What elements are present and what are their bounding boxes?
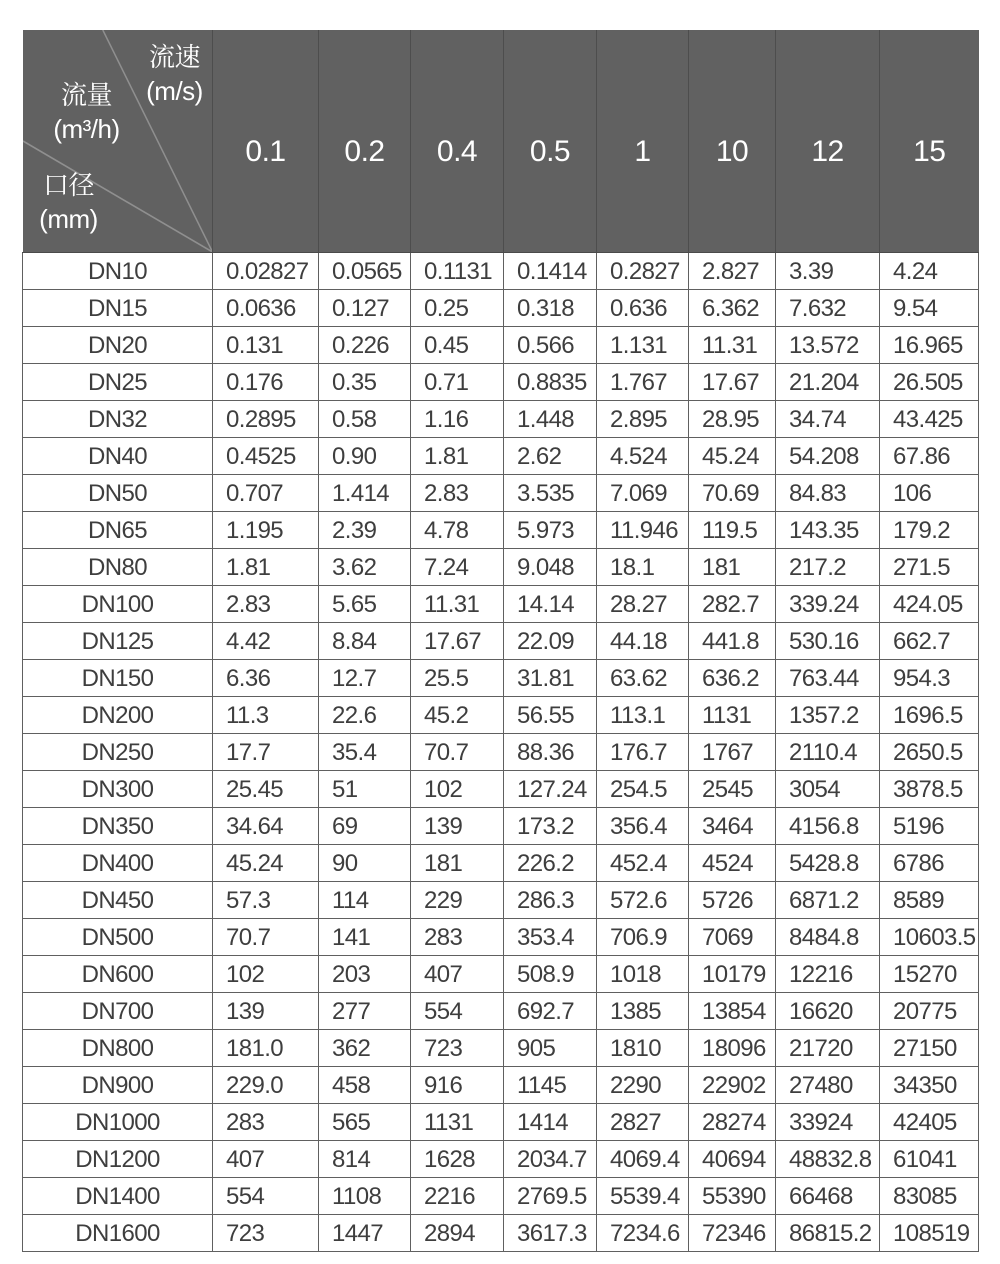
flow-value-cell: 0.1414	[504, 253, 597, 290]
table-body	[23, 253, 979, 1252]
flow-value-cell: 0.127	[319, 290, 411, 327]
flow-value-cell: 723	[213, 1215, 319, 1252]
table-row	[23, 1067, 979, 1104]
flow-value-cell: 282.7	[689, 586, 776, 623]
table-row	[23, 549, 979, 586]
table-row	[23, 1215, 979, 1252]
flow-value-cell: 508.9	[504, 956, 597, 993]
flow-value-cell: 63.62	[597, 660, 689, 697]
flow-value-cell: 2.83	[213, 586, 319, 623]
dn-cell: DN50	[23, 475, 213, 512]
flow-value-cell: 20775	[880, 993, 979, 1030]
flow-value-cell: 203	[319, 956, 411, 993]
flow-value-cell: 254.5	[597, 771, 689, 808]
flow-value-cell: 723	[411, 1030, 504, 1067]
flow-value-cell: 0.2895	[213, 401, 319, 438]
flow-value-cell: 1.448	[504, 401, 597, 438]
velocity-column-header: 0.1	[213, 30, 319, 253]
flow-value-cell: 16620	[776, 993, 880, 1030]
velocity-column-header: 0.2	[319, 30, 411, 253]
flow-value-cell: 1.767	[597, 364, 689, 401]
dn-cell: DN32	[23, 401, 213, 438]
flow-value-cell: 1131	[411, 1104, 504, 1141]
flow-value-cell: 3617.3	[504, 1215, 597, 1252]
flow-value-cell: 1696.5	[880, 697, 979, 734]
flow-value-cell: 356.4	[597, 808, 689, 845]
flow-value-cell: 2894	[411, 1215, 504, 1252]
flow-value-cell: 916	[411, 1067, 504, 1104]
flow-value-cell: 2827	[597, 1104, 689, 1141]
table-row	[23, 253, 979, 290]
table-row	[23, 1178, 979, 1215]
dn-cell: DN700	[23, 993, 213, 1030]
table-row	[23, 734, 979, 771]
flow-value-cell: 33924	[776, 1104, 880, 1141]
flow-value-cell: 0.58	[319, 401, 411, 438]
flow-value-cell: 1767	[689, 734, 776, 771]
flow-value-cell: 3.62	[319, 549, 411, 586]
flow-value-cell: 139	[411, 808, 504, 845]
flow-value-cell: 11.31	[411, 586, 504, 623]
flow-value-cell: 119.5	[689, 512, 776, 549]
table-row	[23, 290, 979, 327]
flow-value-cell: 1385	[597, 993, 689, 1030]
flow-value-cell: 70.7	[411, 734, 504, 771]
dn-cell: DN40	[23, 438, 213, 475]
flow-value-cell: 7069	[689, 919, 776, 956]
dn-cell: DN65	[23, 512, 213, 549]
flow-value-cell: 424.05	[880, 586, 979, 623]
flow-value-cell: 4.42	[213, 623, 319, 660]
flow-value-cell: 28274	[689, 1104, 776, 1141]
flow-value-cell: 441.8	[689, 623, 776, 660]
flow-rate-table	[22, 30, 979, 1252]
dn-cell: DN1400	[23, 1178, 213, 1215]
flow-value-cell: 458	[319, 1067, 411, 1104]
velocity-column-header: 15	[880, 30, 979, 253]
flow-value-cell: 3878.5	[880, 771, 979, 808]
flow-value-cell: 27480	[776, 1067, 880, 1104]
table-row	[23, 956, 979, 993]
dn-cell: DN100	[23, 586, 213, 623]
dn-cell: DN350	[23, 808, 213, 845]
table-row	[23, 993, 979, 1030]
flow-value-cell: 61041	[880, 1141, 979, 1178]
flow-value-cell: 1108	[319, 1178, 411, 1215]
flow-value-cell: 0.90	[319, 438, 411, 475]
flow-value-cell: 56.55	[504, 697, 597, 734]
flow-value-cell: 1.81	[213, 549, 319, 586]
flow-value-cell: 905	[504, 1030, 597, 1067]
flow-value-cell: 21.204	[776, 364, 880, 401]
flow-value-cell: 34350	[880, 1067, 979, 1104]
flow-value-cell: 11.3	[213, 697, 319, 734]
table-row	[23, 586, 979, 623]
flow-value-cell: 44.18	[597, 623, 689, 660]
flow-value-cell: 271.5	[880, 549, 979, 586]
flow-value-cell: 2034.7	[504, 1141, 597, 1178]
flow-value-cell: 554	[213, 1178, 319, 1215]
flow-value-cell: 102	[411, 771, 504, 808]
flow-value-cell: 0.1131	[411, 253, 504, 290]
flow-value-cell: 407	[411, 956, 504, 993]
flow-value-cell: 1018	[597, 956, 689, 993]
corner-header-cell	[23, 30, 213, 253]
flow-value-cell: 139	[213, 993, 319, 1030]
flow-value-cell: 0.0636	[213, 290, 319, 327]
flow-value-cell: 17.7	[213, 734, 319, 771]
flow-value-cell: 10179	[689, 956, 776, 993]
dn-cell: DN15	[23, 290, 213, 327]
flow-value-cell: 407	[213, 1141, 319, 1178]
table-row	[23, 882, 979, 919]
flow-value-cell: 0.176	[213, 364, 319, 401]
table-row	[23, 1104, 979, 1141]
flow-value-cell: 15270	[880, 956, 979, 993]
flow-value-cell: 636.2	[689, 660, 776, 697]
flow-value-cell: 102	[213, 956, 319, 993]
dn-cell: DN600	[23, 956, 213, 993]
flow-value-cell: 6786	[880, 845, 979, 882]
flow-value-cell: 283	[213, 1104, 319, 1141]
dn-cell: DN250	[23, 734, 213, 771]
flow-value-cell: 277	[319, 993, 411, 1030]
flow-value-cell: 353.4	[504, 919, 597, 956]
flow-value-cell: 31.81	[504, 660, 597, 697]
flow-value-cell: 34.74	[776, 401, 880, 438]
flow-label: 流量	[60, 80, 112, 110]
table-row	[23, 919, 979, 956]
flow-value-cell: 5.973	[504, 512, 597, 549]
flow-value-cell: 70.69	[689, 475, 776, 512]
flow-value-cell: 14.14	[504, 586, 597, 623]
flow-value-cell: 17.67	[689, 364, 776, 401]
dn-cell: DN400	[23, 845, 213, 882]
flow-value-cell: 10603.5	[880, 919, 979, 956]
table-row	[23, 845, 979, 882]
flow-value-cell: 954.3	[880, 660, 979, 697]
flow-value-cell: 45.24	[689, 438, 776, 475]
flow-value-cell: 181	[689, 549, 776, 586]
flow-value-cell: 2290	[597, 1067, 689, 1104]
flow-value-cell: 0.35	[319, 364, 411, 401]
velocity-column-header: 0.5	[504, 30, 597, 253]
table-row	[23, 697, 979, 734]
dn-cell: DN125	[23, 623, 213, 660]
flow-value-cell: 362	[319, 1030, 411, 1067]
flow-value-cell: 181	[411, 845, 504, 882]
table-row	[23, 660, 979, 697]
dn-cell: DN300	[23, 771, 213, 808]
flow-value-cell: 2545	[689, 771, 776, 808]
flow-value-cell: 40694	[689, 1141, 776, 1178]
table-row	[23, 401, 979, 438]
flow-value-cell: 2769.5	[504, 1178, 597, 1215]
flow-value-cell: 1.81	[411, 438, 504, 475]
flow-value-cell: 662.7	[880, 623, 979, 660]
flow-value-cell: 0.707	[213, 475, 319, 512]
table-row	[23, 327, 979, 364]
flow-value-cell: 2.62	[504, 438, 597, 475]
flow-value-cell: 42405	[880, 1104, 979, 1141]
flow-value-cell: 8589	[880, 882, 979, 919]
dn-cell: DN1600	[23, 1215, 213, 1252]
flow-value-cell: 6.362	[689, 290, 776, 327]
flow-value-cell: 2.39	[319, 512, 411, 549]
flow-value-cell: 565	[319, 1104, 411, 1141]
flow-value-cell: 1628	[411, 1141, 504, 1178]
diameter-label: 口径	[42, 170, 94, 200]
flow-value-cell: 226.2	[504, 845, 597, 882]
flow-value-cell: 572.6	[597, 882, 689, 919]
flow-value-cell: 0.71	[411, 364, 504, 401]
flow-value-cell: 554	[411, 993, 504, 1030]
table-row	[23, 364, 979, 401]
flow-value-cell: 22.09	[504, 623, 597, 660]
flow-value-cell: 0.636	[597, 290, 689, 327]
flow-value-cell: 70.7	[213, 919, 319, 956]
flow-value-cell: 11.946	[597, 512, 689, 549]
flow-value-cell: 114	[319, 882, 411, 919]
flow-value-cell: 3464	[689, 808, 776, 845]
flow-value-cell: 0.8835	[504, 364, 597, 401]
flow-value-cell: 66468	[776, 1178, 880, 1215]
flow-value-cell: 530.16	[776, 623, 880, 660]
flow-value-cell: 0.566	[504, 327, 597, 364]
flow-value-cell: 1414	[504, 1104, 597, 1141]
flow-value-cell: 28.27	[597, 586, 689, 623]
flow-value-cell: 127.24	[504, 771, 597, 808]
flow-value-cell: 339.24	[776, 586, 880, 623]
flow-value-cell: 83085	[880, 1178, 979, 1215]
flow-value-cell: 0.131	[213, 327, 319, 364]
flow-value-cell: 4.24	[880, 253, 979, 290]
flow-value-cell: 43.425	[880, 401, 979, 438]
flow-value-cell: 13854	[689, 993, 776, 1030]
flow-value-cell: 1145	[504, 1067, 597, 1104]
dn-cell: DN150	[23, 660, 213, 697]
flow-value-cell: 18096	[689, 1030, 776, 1067]
table-row	[23, 771, 979, 808]
flow-value-cell: 57.3	[213, 882, 319, 919]
flow-value-cell: 2.827	[689, 253, 776, 290]
flow-value-cell: 179.2	[880, 512, 979, 549]
flow-value-cell: 7.24	[411, 549, 504, 586]
velocity-unit: (m/s)	[146, 76, 203, 106]
flow-value-cell: 4.524	[597, 438, 689, 475]
flow-value-cell: 173.2	[504, 808, 597, 845]
flow-value-cell: 0.318	[504, 290, 597, 327]
flow-value-cell: 9.54	[880, 290, 979, 327]
table-row	[23, 438, 979, 475]
flow-value-cell: 4524	[689, 845, 776, 882]
velocity-label: 流速	[148, 42, 200, 72]
table-row	[23, 1030, 979, 1067]
flow-value-cell: 54.208	[776, 438, 880, 475]
dn-cell: DN10	[23, 253, 213, 290]
flow-value-cell: 106	[880, 475, 979, 512]
flow-value-cell: 17.67	[411, 623, 504, 660]
dn-cell: DN500	[23, 919, 213, 956]
flow-value-cell: 1.414	[319, 475, 411, 512]
flow-value-cell: 48832.8	[776, 1141, 880, 1178]
flow-value-cell: 108519	[880, 1215, 979, 1252]
flow-value-cell: 2650.5	[880, 734, 979, 771]
flow-value-cell: 45.2	[411, 697, 504, 734]
flow-value-cell: 8484.8	[776, 919, 880, 956]
velocity-axis-label	[125, 40, 225, 108]
flow-value-cell: 181.0	[213, 1030, 319, 1067]
flow-value-cell: 452.4	[597, 845, 689, 882]
flow-value-cell: 0.45	[411, 327, 504, 364]
velocity-column-header: 12	[776, 30, 880, 253]
dn-cell: DN80	[23, 549, 213, 586]
flow-value-cell: 34.64	[213, 808, 319, 845]
flow-value-cell: 217.2	[776, 549, 880, 586]
flow-value-cell: 1.195	[213, 512, 319, 549]
flow-value-cell: 21720	[776, 1030, 880, 1067]
dn-cell: DN800	[23, 1030, 213, 1067]
flow-value-cell: 141	[319, 919, 411, 956]
flow-value-cell: 5196	[880, 808, 979, 845]
flow-value-cell: 28.95	[689, 401, 776, 438]
velocity-column-header: 0.4	[411, 30, 504, 253]
flow-value-cell: 692.7	[504, 993, 597, 1030]
table-row	[23, 512, 979, 549]
dn-cell: DN200	[23, 697, 213, 734]
flow-value-cell: 4156.8	[776, 808, 880, 845]
flow-value-cell: 229	[411, 882, 504, 919]
flow-value-cell: 2216	[411, 1178, 504, 1215]
flow-value-cell: 90	[319, 845, 411, 882]
flow-value-cell: 176.7	[597, 734, 689, 771]
flow-value-cell: 35.4	[319, 734, 411, 771]
flow-value-cell: 45.24	[213, 845, 319, 882]
flow-value-cell: 7.069	[597, 475, 689, 512]
flow-value-cell: 72346	[689, 1215, 776, 1252]
flow-value-cell: 2.895	[597, 401, 689, 438]
flow-value-cell: 1810	[597, 1030, 689, 1067]
flow-value-cell: 88.36	[504, 734, 597, 771]
header-row	[23, 30, 979, 253]
flow-value-cell: 0.0565	[319, 253, 411, 290]
flow-value-cell: 51	[319, 771, 411, 808]
flow-value-cell: 6.36	[213, 660, 319, 697]
flow-value-cell: 11.31	[689, 327, 776, 364]
velocity-column-header: 1	[597, 30, 689, 253]
flow-value-cell: 26.505	[880, 364, 979, 401]
flow-value-cell: 5428.8	[776, 845, 880, 882]
flow-value-cell: 1357.2	[776, 697, 880, 734]
flow-value-cell: 9.048	[504, 549, 597, 586]
flow-value-cell: 0.02827	[213, 253, 319, 290]
flow-value-cell: 22902	[689, 1067, 776, 1104]
flow-value-cell: 7234.6	[597, 1215, 689, 1252]
flow-value-cell: 4.78	[411, 512, 504, 549]
flow-value-cell: 0.2827	[597, 253, 689, 290]
flow-value-cell: 1.131	[597, 327, 689, 364]
flow-value-cell: 286.3	[504, 882, 597, 919]
flow-value-cell: 55390	[689, 1178, 776, 1215]
flow-value-cell: 283	[411, 919, 504, 956]
flow-value-cell: 22.6	[319, 697, 411, 734]
table-row	[23, 1141, 979, 1178]
table-row	[23, 623, 979, 660]
flow-value-cell: 3054	[776, 771, 880, 808]
flow-value-cell: 0.25	[411, 290, 504, 327]
diameter-unit: (mm)	[39, 204, 98, 234]
flow-value-cell: 16.965	[880, 327, 979, 364]
dn-cell: DN1200	[23, 1141, 213, 1178]
flow-unit: (m³/h)	[53, 114, 120, 144]
flow-value-cell: 69	[319, 808, 411, 845]
flow-value-cell: 2.83	[411, 475, 504, 512]
flow-value-cell: 13.572	[776, 327, 880, 364]
velocity-column-header: 10	[689, 30, 776, 253]
flow-value-cell: 5539.4	[597, 1178, 689, 1215]
flow-value-cell: 12.7	[319, 660, 411, 697]
flow-axis-label	[37, 78, 137, 146]
table-row	[23, 808, 979, 845]
flow-value-cell: 1131	[689, 697, 776, 734]
dn-cell: DN450	[23, 882, 213, 919]
flow-value-cell: 12216	[776, 956, 880, 993]
flow-value-cell: 113.1	[597, 697, 689, 734]
diameter-axis-label	[23, 168, 115, 236]
flow-value-cell: 7.632	[776, 290, 880, 327]
table-row	[23, 475, 979, 512]
flow-value-cell: 1447	[319, 1215, 411, 1252]
dn-cell: DN1000	[23, 1104, 213, 1141]
dn-cell: DN20	[23, 327, 213, 364]
flow-value-cell: 25.45	[213, 771, 319, 808]
flow-value-cell: 0.226	[319, 327, 411, 364]
flow-value-cell: 706.9	[597, 919, 689, 956]
flow-value-cell: 86815.2	[776, 1215, 880, 1252]
flow-value-cell: 3.535	[504, 475, 597, 512]
flow-value-cell: 67.86	[880, 438, 979, 475]
flow-value-cell: 6871.2	[776, 882, 880, 919]
dn-cell: DN25	[23, 364, 213, 401]
flow-value-cell: 814	[319, 1141, 411, 1178]
flow-value-cell: 4069.4	[597, 1141, 689, 1178]
flow-value-cell: 25.5	[411, 660, 504, 697]
flow-value-cell: 0.4525	[213, 438, 319, 475]
flow-value-cell: 8.84	[319, 623, 411, 660]
flow-value-cell: 229.0	[213, 1067, 319, 1104]
dn-cell: DN900	[23, 1067, 213, 1104]
flow-value-cell: 1.16	[411, 401, 504, 438]
flow-value-cell: 763.44	[776, 660, 880, 697]
flow-value-cell: 143.35	[776, 512, 880, 549]
flow-value-cell: 84.83	[776, 475, 880, 512]
flow-value-cell: 18.1	[597, 549, 689, 586]
flow-value-cell: 3.39	[776, 253, 880, 290]
flow-value-cell: 5.65	[319, 586, 411, 623]
flow-value-cell: 27150	[880, 1030, 979, 1067]
flow-value-cell: 5726	[689, 882, 776, 919]
flow-value-cell: 2110.4	[776, 734, 880, 771]
